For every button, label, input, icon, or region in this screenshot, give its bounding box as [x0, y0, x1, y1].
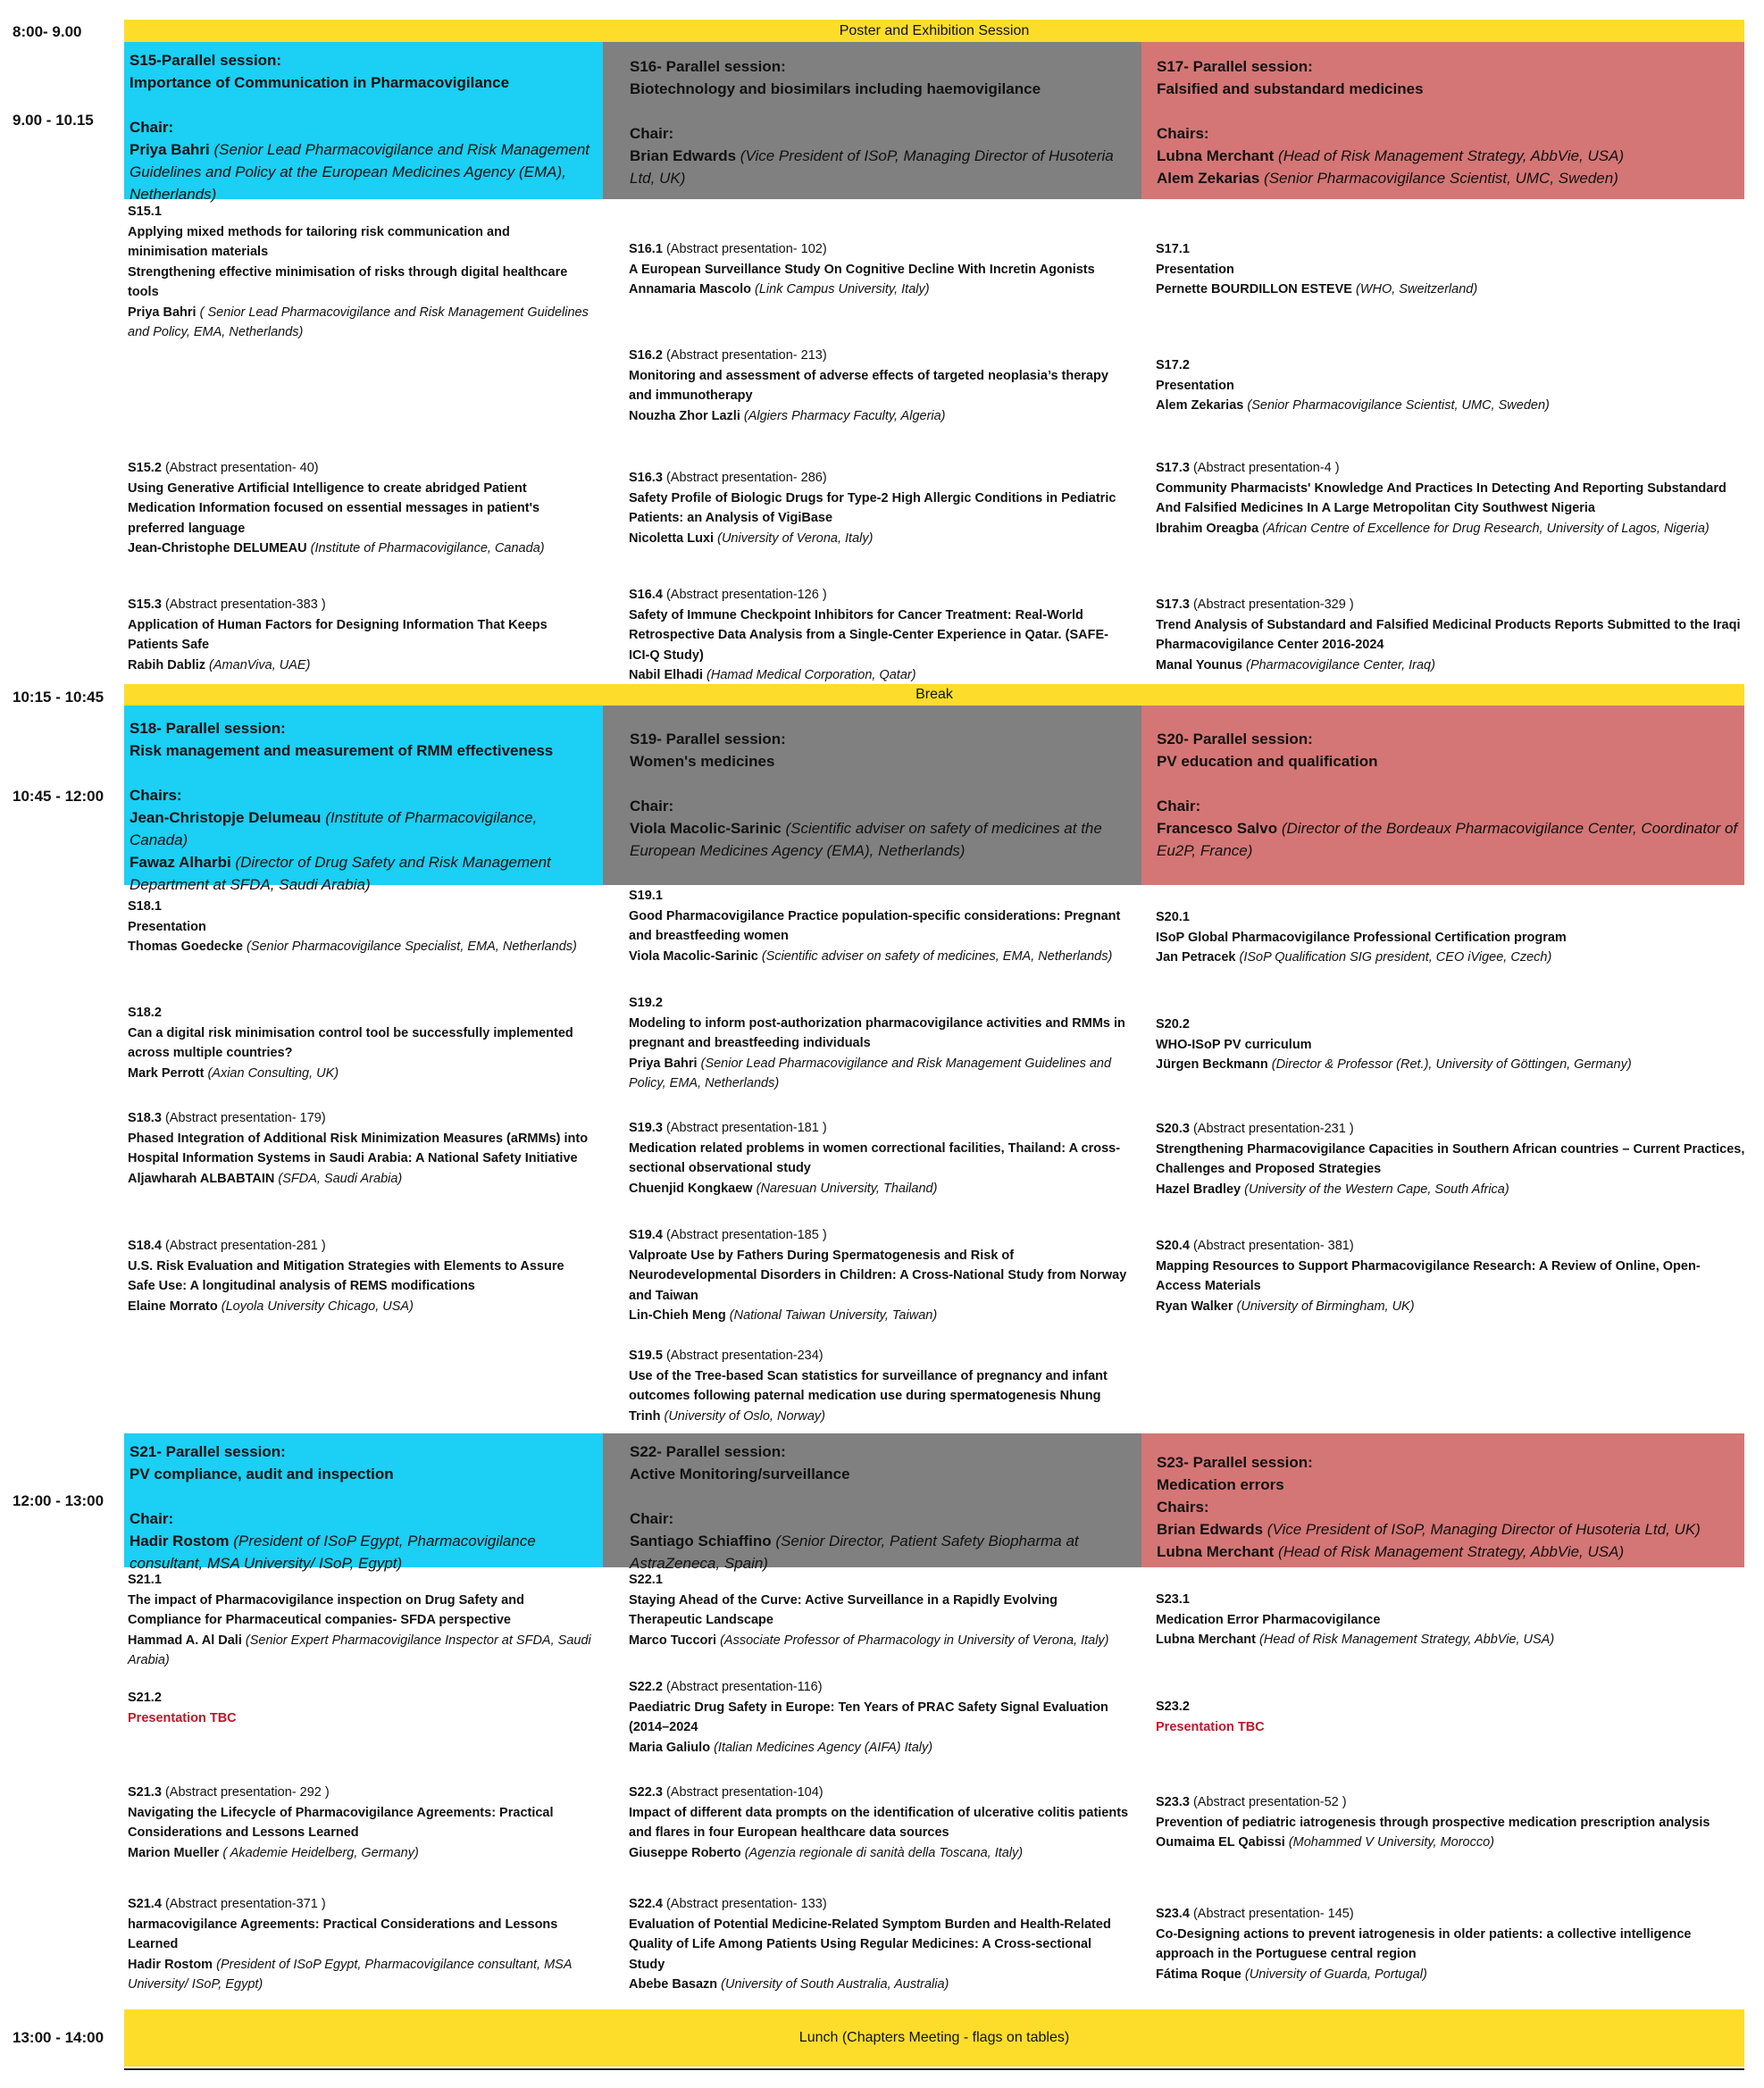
talk-s20-4: S20.4 (Abstract presentation- 381) Mapping Resources to Support Pharmacovigilance Research: A Review of Online, Open-Access Materials Ryan Walker (University of Birmingham, UK) [1156, 1239, 1701, 1314]
talk-s21-4: S21.4 (Abstract presentation-371 ) harmacovigilance Agreements: Practical Considerations and Lessons Learned Hadir Rostom (President of ISoP Egypt, Pharmacovigilance consultant, MSA University/ ISoP, Egypt) [128, 1897, 572, 1992]
poster-band: Poster and Exhibition Session [124, 20, 1744, 42]
talk-s17-4: S17.3 (Abstract presentation-329 ) Trend Analysis of Substandard and Falsified Medicinal Products Reports Submitted to the Iraqi Pharmacovigilance Center 2016-2024 Manal Younus (Pharmacovigilance Center, Iraq) [1156, 597, 1741, 672]
talk-s22-2: S22.2 (Abstract presentation-116) Paediatric Drug Safety in Europe: Ten Years of PRAC Safety Signal Evaluation (2014–2024 Maria Galiulo (Italian Medicines Agency (AIFA) Italy) [629, 1680, 1108, 1755]
talk-s23-1: S23.1 Medication Error Pharmacovigilance Lubna Merchant (Head of Risk Management Strategy, AbbVie, USA) [1156, 1592, 1555, 1647]
talk-s22-4: S22.4 (Abstract presentation- 133) Evaluation of Potential Medicine-Related Symptom Burden and Health-Related Quality of Life Among Patients Using Regular Medicines: A Cross-sectional Study Abebe Basazn (University of South Australia, Australia) [629, 1897, 1111, 1992]
session-header-s16: S16- Parallel session: Biotechnology and biosimilars including haemovigilance Chair: Brian Edwards (Vice President of ISoP, Managing Director of Husoteria Ltd, UK) [603, 42, 1141, 199]
time-slot: 12:00 - 13:00 [13, 1492, 105, 1509]
talk-s20-2: S20.2 WHO-ISoP PV curriculum Jürgen Beckmann (Director & Professor (Ret.), University of Göttingen, Germany) [1156, 1017, 1632, 1072]
talk-s20-3: S20.3 (Abstract presentation-231 ) Strengthening Pharmacovigilance Capacities in Southern African countries – Current Practices, Challenges and Proposed Strategies Hazel Bradley (University of the Western Cape, South Africa) [1156, 1122, 1745, 1197]
talk-s15-2: S15.2 (Abstract presentation- 40) Using Generative Artificial Intelligence to create abridged Patient Medication Information focused on essential messages in patient's preferred language Jean-Christophe DELUMEAU (Institute of Pharmacovigilance, Canada) [128, 461, 545, 555]
talk-s16-1: S16.1 (Abstract presentation- 102) A European Surveillance Study On Cognitive Decline With Incretin Agonists Annamaria Mascolo (Link Campus University, Italy) [629, 242, 1095, 296]
tbc-label: Presentation TBC [128, 1710, 237, 1725]
talk-s17-2: S17.2 Presentation Alem Zekarias (Senior Pharmacovigilance Scientist, UMC, Sweden) [1156, 358, 1550, 413]
talk-s15-3: S15.3 (Abstract presentation-383 ) Application of Human Factors for Designing Information That Keeps Patients Safe Rabih Dabliz (AmanViva, UAE) [128, 597, 548, 672]
talk-s22-1: S22.1 Staying Ahead of the Curve: Active Surveillance in a Rapidly Evolving Therapeutic Landscape Marco Tuccori (Associate Professor of Pharmacology in University of Verona, Italy) [629, 1573, 1109, 1648]
talk-s23-3: S23.3 (Abstract presentation-52 ) Prevention of pediatric iatrogenesis through prospective medication prescription analysis Oumaima EL Qabissi (Mohammed V University, Morocco) [1156, 1795, 1710, 1850]
time-slot: 13:00 - 14:00 [13, 2029, 105, 2046]
talk-s23-2: S23.2 Presentation TBC [1156, 1697, 1745, 1737]
talk-s19-2: S19.2 Modeling to inform post-authorization pharmacovigilance activities and RMMs in pregnant and breastfeeding individuals Priya Bahri (Senior Lead Pharmacovigilance and Risk Management Guidelines and Policy, EMA, Netherlands) [629, 996, 1125, 1090]
talk-s18-3: S18.3 (Abstract presentation- 179) Phased Integration of Additional Risk Minimization Measures (aRMMs) into Hospital Information Systems in Saudi Arabia: A National Safety Initiative Aljawharah ALBABTAIN (SFDA, Saudi Arabia) [128, 1111, 589, 1186]
talk-s19-5: S19.5 (Abstract presentation-234) Use of the Tree-based Scan statistics for surveillance of pregnancy and infant outcomes following paternal medication use during spermatogenesis Nhung Trinh (University of Oslo, Norway) [629, 1349, 1108, 1424]
talk-s18-1: S18.1 Presentation Thomas Goedecke (Senior Pharmacovigilance Specialist, EMA, Netherlands) [128, 899, 577, 954]
time-slot: 8:00- 9.00 [13, 23, 82, 40]
talk-s20-1: S20.1 ISoP Global Pharmacovigilance Professional Certification program Jan Petracek (ISoP Qualification SIG president, CEO iVigee, Czech) [1156, 910, 1567, 965]
session-header-s17: S17- Parallel session: Falsified and substandard medicines Chairs: Lubna Merchant (Head of Risk Management Strategy, AbbVie, USA) Alem Zekarias (Senior Pharmacovigilance Scientist, UMC, Sweden) [1141, 42, 1744, 199]
talk-s17-1: S17.1 Presentation Pernette BOURDILLON ESTEVE (WHO, Sweitzerland) [1156, 242, 1478, 296]
session-header-s20: S20- Parallel session: PV education and qualification Chair: Francesco Salvo (Director of the Bordeaux Pharmacovigilance Center, Coordinator of Eu2P, France) [1141, 706, 1744, 885]
session-header-s18: S18- Parallel session: Risk management and measurement of RMM effectiveness Chairs: Jean-Christopje Delumeau (Institute of Pharmacovigilance, Canada) Fawaz Alharbi (Director of Drug Safety and Risk Management Department at SFDA, Saudi Arabia) [124, 706, 603, 885]
talk-s23-4: S23.4 (Abstract presentation- 145) Co-Designing actions to prevent iatrogenesis in older patients: a collective intelligence approach in the Portuguese central region Fátima Roque (University of Guarda, Portugal) [1156, 1907, 1692, 1982]
talk-s18-4: S18.4 (Abstract presentation-281 ) U.S. Risk Evaluation and Mitigation Strategies with Elements to Assure Safe Use: A longitudinal analysis of REMS modifications Elaine Morrato (Loyola University Chicago, USA) [128, 1239, 564, 1314]
talk-s19-1: S19.1 Good Pharmacovigilance Practice population-specific considerations: Pregnant and breastfeeding women Viola Macolic-Sarinic (Scientific adviser on safety of medicines, EMA, Netherlands) [629, 889, 1121, 964]
talk-s15-1: S15.1 Applying mixed methods for tailoring risk communication and minimisation materials Strengthening effective minimisation of risks through digital healthcare tools Priya Bahri ( Senior Lead Pharmacovigilance and Risk Management Guidelines and Policy, EMA, Netherlands) [128, 205, 589, 339]
lunch-band: Lunch (Chapters Meeting - flags on tables) [124, 2009, 1744, 2067]
talk-s17-3: S17.3 (Abstract presentation-4 ) Community Pharmacists' Knowledge And Practices In Detecting And Reporting Substandard And Falsified Medicines In A Large Metropolitan City Southwest Nigeria Ibrahim Oreagba (African Centre of Excellence for Drug Research, University of Lagos, Nigeria) [1156, 461, 1726, 536]
talk-s19-3: S19.3 (Abstract presentation-181 ) Medication related problems in women correctional facilities, Thailand: A cross-sectional observational study Chuenjid Kongkaew (Naresuan University, Thailand) [629, 1121, 1121, 1196]
time-slot: 10:15 - 10:45 [13, 689, 105, 706]
talk-s21-3: S21.3 (Abstract presentation- 292 ) Navigating the Lifecycle of Pharmacovigilance Agreements: Practical Considerations and Lessons Learned Marion Mueller ( Akademie Heidelberg, Germany) [128, 1785, 554, 1860]
break-band: Break [124, 684, 1744, 706]
talk-s21-1: S21.1 The impact of Pharmacovigilance inspection on Drug Safety and Compliance for Pharmaceutical companies- SFDA perspective Hammad A. Al Dali (Senior Expert Pharmacovigilance Inspector at SFDA, Saudi Arabia) [128, 1573, 591, 1667]
talk-s18-2: S18.2 Can a digital risk minimisation control tool be successfully implemented across multiple countries? Mark Perrott (Axian Consulting, UK) [128, 1006, 573, 1081]
session-header-s22: S22- Parallel session: Active Monitoring/surveillance Chair: Santiago Schiaffino (Senior Director, Patient Safety Biopharma at AstraZeneca, Spain) [603, 1433, 1141, 1567]
talk-s21-2: S21.2 Presentation TBC [128, 1688, 592, 1728]
session-header-s19: S19- Parallel session: Women's medicines Chair: Viola Macolic-Sarinic (Scientific adviser on safety of medicines at the European Medicines Agency (EMA), Netherlands) [603, 706, 1141, 885]
talk-s22-3: S22.3 (Abstract presentation-104) Impact of different data prompts on the identification of ulcerative colitis patients and flares in four European healthcare data sources Giuseppe Roberto (Agenzia regionale di sanità della Toscana, Italy) [629, 1785, 1129, 1860]
session-header-s15: S15-Parallel session: Importance of Communication in Pharmacovigilance Chair: Priya Bahri (Senior Lead Pharmacovigilance and Risk Management Guidelines and Policy at the European Medicines Agency (EMA), Netherlands) [124, 42, 603, 199]
talk-s16-3: S16.3 (Abstract presentation- 286) Safety Profile of Biologic Drugs for Type-2 High Allergic Conditions in Pediatric Patients: an Analysis of VigiBase Nicoletta Luxi (University of Verona, Italy) [629, 471, 1116, 546]
talk-s16-4: S16.4 (Abstract presentation-126 ) Safety of Immune Checkpoint Inhibitors for Cancer Treatment: Real-World Retrospective Data Analysis from a Single-Center Experience in Qatar. (SAFE-ICI-Q Study) Nabil Elhadi (Hamad Medical Corporation, Qatar) [629, 588, 1108, 682]
bottom-rule [124, 2068, 1744, 2070]
session-header-s23: S23- Parallel session: Medication errors Chairs: Brian Edwards (Vice President of ISoP, Managing Director of Husoteria Ltd, UK) Lubna Merchant (Head of Risk Management Strategy, AbbVie, USA) [1141, 1433, 1744, 1567]
talk-s19-4: S19.4 (Abstract presentation-185 ) Valproate Use by Fathers During Spermatogenesis and Risk of Neurodevelopmental Disorders in Children: A Cross-National Study from Norway and Taiwan Lin-Chieh Meng (National Taiwan University, Taiwan) [629, 1228, 1127, 1323]
talk-s16-2: S16.2 (Abstract presentation- 213) Monitoring and assessment of adverse effects of targeted neoplasia’s therapy and immunotherapy Nouzha Zhor Lazli (Algiers Pharmacy Faculty, Algeria) [629, 348, 1108, 423]
time-slot: 10:45 - 12:00 [13, 788, 105, 805]
time-slot: 9.00 - 10.15 [13, 112, 94, 129]
session-header-s21: S21- Parallel session: PV compliance, audit and inspection Chair: Hadir Rostom (President of ISoP Egypt, Pharmacovigilance consultant, MSA University/ ISoP, Egypt) [124, 1433, 603, 1567]
tbc-label: Presentation TBC [1156, 1719, 1265, 1734]
